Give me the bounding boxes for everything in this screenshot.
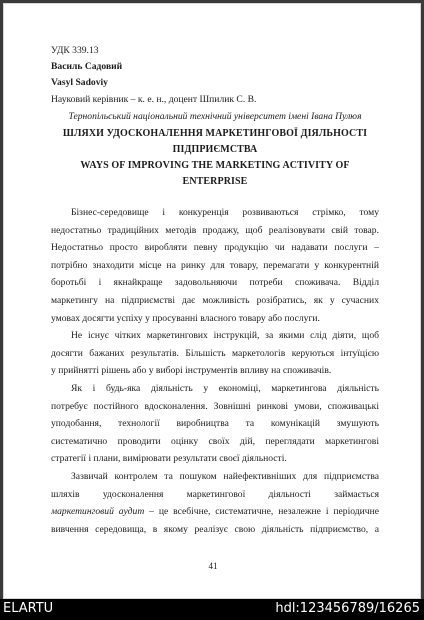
text-line: умовах досягти успіху у просуванні власного товару або послуги. bbox=[51, 312, 320, 324]
text-line: систематично проводити оцінку своїх дій, переглядати маркетингові bbox=[51, 435, 379, 447]
text-line: Не існує чітких маркетингових інструкцій, за якими слід діяти, щоб bbox=[71, 330, 379, 342]
title-en-line: WAYS OF IMPROVING THE MARKETING ACTIVITY OF bbox=[80, 160, 350, 172]
paragraph-1 bbox=[51, 204, 379, 327]
repository-footer-bar bbox=[0, 599, 424, 620]
text-line: стратегії і плани, вимірювати результати своєї діяльності. bbox=[51, 453, 287, 465]
paragraph-2 bbox=[51, 327, 379, 380]
author-name-en: Vasyl Sadoviy bbox=[51, 77, 108, 89]
text-line: Недостатньо просто виробляти певну продукцію чи надавати послуги – bbox=[51, 242, 379, 254]
article-body bbox=[51, 204, 379, 538]
title-ukrainian bbox=[51, 126, 379, 158]
page-number: 41 bbox=[208, 561, 218, 571]
document-page bbox=[3, 3, 421, 599]
repository-name: ELARTU bbox=[3, 601, 54, 616]
text-line bbox=[51, 503, 379, 521]
text-fragment: – це всебічне, систематичне, незалежне і періодичне bbox=[144, 506, 379, 518]
title-english bbox=[51, 158, 379, 190]
author-name-uk: Василь Садовий bbox=[51, 61, 123, 73]
text-line: вивчення середовища, в якому реалізує свою діяльність підприємство, а bbox=[51, 523, 379, 535]
text-line: шляхів удосконалення маркетингової діяльності займається bbox=[51, 488, 379, 500]
paragraph-3 bbox=[51, 380, 379, 468]
text-line: Як і будь-яка діяльність у економіці, маркетингова діяльність bbox=[71, 382, 379, 394]
supervisor-line: Науковий керівник – к. е. н., доцент Шпилик С. В. bbox=[51, 93, 257, 105]
handle-identifier: hdl:123456789/16265 bbox=[275, 601, 420, 616]
udk-code: УДК 339.13 bbox=[51, 45, 99, 56]
text-line: маркетингу на підприємстві дає можливість розібратись, як у сучасних bbox=[51, 294, 379, 306]
text-line: досягти бажаних результатів. Більшість маркетологів керуються інтуїцією bbox=[51, 347, 379, 359]
text-line: Зазвичай контролем та пошуком найефективніших для підприємства bbox=[71, 470, 379, 482]
marketing-audit-term: маркетинговий аудит bbox=[51, 506, 145, 518]
text-line: у прийнятті рішень або у виборі інструментів впливу на споживачів. bbox=[51, 365, 332, 377]
title-uk-line: ШЛЯХИ УДОСКОНАЛЕННЯ МАРКЕТИНГОВОЇ ДІЯЛЬНОСТІ bbox=[62, 128, 368, 140]
text-line: Бізнес-середовище і конкуренція розвиваються стрімко, тому bbox=[71, 207, 379, 219]
title-uk-line: ПІДПРИЄМСТВА bbox=[172, 144, 258, 156]
document-content bbox=[51, 44, 379, 538]
university-name: Тернопільський національний технічний університет імені Івана Пулюя bbox=[68, 110, 362, 122]
text-line: потрібно знаходити місце на ринку для товару, перемагати у конкурентній bbox=[51, 259, 379, 271]
text-line: недостатньо традиційних методів продажу, щоб реалізовувати свій товар. bbox=[51, 224, 379, 236]
text-line: боротьбі і якнайкраще задовольняючи потреби споживача. Відділ bbox=[51, 277, 379, 289]
text-line: уподобання, технології виробництва та комунікацій змушують bbox=[51, 418, 379, 430]
text-line: потребує постійного вдосконалення. Зовнішні ринкові умови, споживацькі bbox=[51, 400, 379, 412]
paragraph-4 bbox=[51, 468, 379, 538]
title-en-line: ENTERPRISE bbox=[182, 176, 248, 188]
